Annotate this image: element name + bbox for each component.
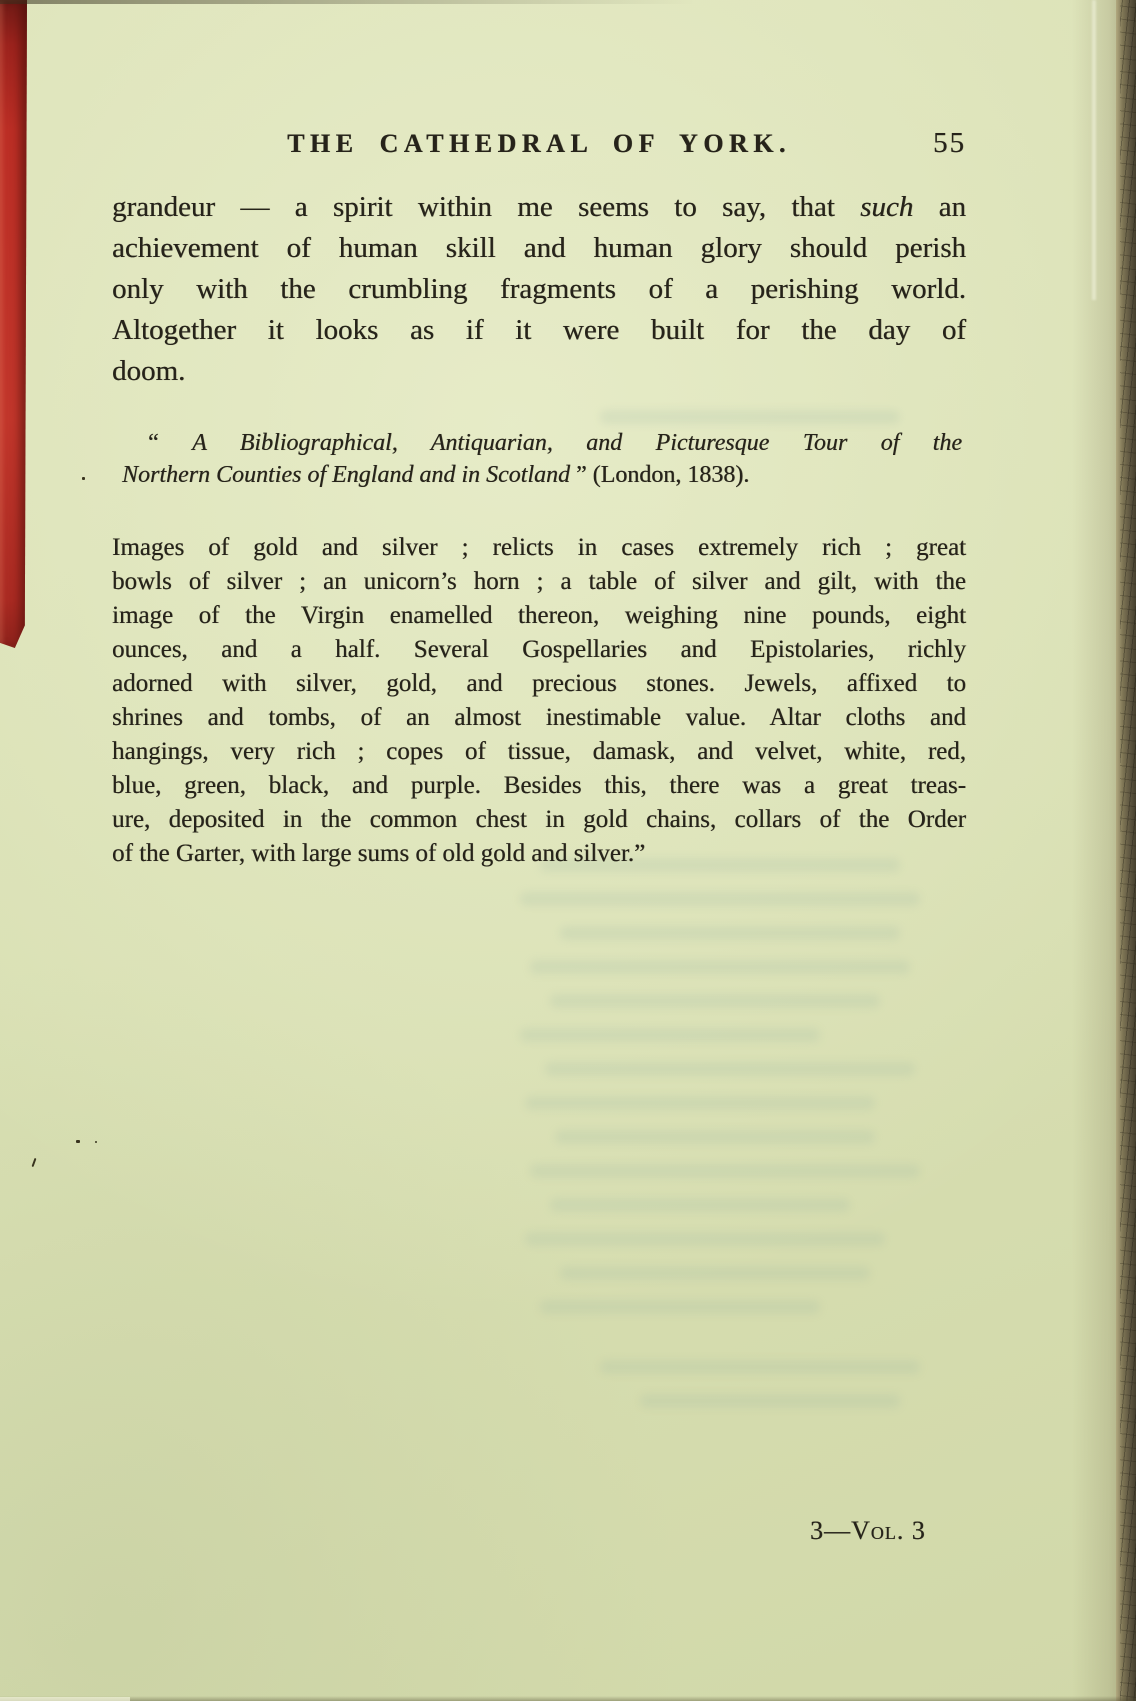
text-line: ure, deposited in the common chest in gold chains, collars of the Order (112, 806, 966, 833)
page-edge-highlight (1092, 0, 1096, 300)
show-through-mark (520, 1028, 820, 1042)
volume-signature (810, 1516, 926, 1546)
scan-top-shadow (0, 0, 790, 4)
page-number: 55 (933, 127, 966, 159)
paragraph-inventory (112, 531, 966, 871)
text-line: only with the crumbling fragments of a perishing world. (112, 273, 966, 305)
publication-info: (London, 1838). (592, 462, 750, 488)
text-line: Altogether it looks as if it were built for the day of (112, 314, 966, 346)
show-through-mark (520, 892, 920, 906)
text-line: Images of gold and silver ; relicts in cases extremely rich ; great (112, 534, 966, 561)
citation-title-segment: Northern Counties of England and in Scotland (122, 462, 570, 488)
page-edge-speckle (1120, 0, 1136, 1701)
open-quote: “ (148, 430, 193, 456)
text-line: of the Garter, with large sums of old gold and silver.” (112, 840, 646, 867)
ink-speck (32, 1158, 37, 1167)
close-quote: ” (570, 462, 593, 488)
show-through-mark (525, 1232, 885, 1246)
scan-bottom-shadow (0, 1696, 1136, 1701)
book-spine-red-edge (0, 0, 27, 648)
running-header (112, 127, 966, 163)
show-through-mark (540, 1300, 820, 1314)
ink-speck (82, 477, 85, 480)
text-line (112, 187, 966, 228)
italic-word: such (860, 191, 914, 223)
text-segment: grandeur — a spirit within me seems to say, that (112, 191, 861, 223)
show-through-mark (600, 410, 900, 424)
scan-bottom-sliver (0, 1697, 130, 1701)
text-line: image of the Virgin enamelled thereon, weighing nine pounds, eight (112, 602, 966, 629)
show-through-mark (560, 926, 900, 940)
text-line: hangings, very rich ; copes of tissue, damask, and velvet, white, red, (112, 738, 966, 765)
ink-speck (95, 1141, 97, 1143)
text-line: blue, green, black, and purple. Besides this, there was a great treas- (112, 772, 966, 799)
running-header-title: THE CATHEDRAL OF YORK. (287, 129, 791, 158)
citation-source (122, 427, 962, 491)
show-through-mark (555, 1130, 875, 1144)
citation-line (122, 459, 962, 491)
show-through-mark (550, 1198, 850, 1212)
show-through-mark (530, 960, 910, 974)
show-through-mark (550, 994, 880, 1008)
paragraph-grandeur (112, 187, 966, 392)
show-through-mark (600, 1360, 920, 1374)
signature-text: 3—Vol. 3 (810, 1516, 926, 1545)
text-line: shrines and tombs, of an almost inestimable value. Altar cloths and (112, 704, 966, 731)
show-through-mark (530, 1164, 920, 1178)
show-through-mark (640, 1394, 900, 1408)
text-line: ounces, and a half. Several Gospellaries and Epistolaries, richly (112, 636, 966, 663)
text-line: achievement of human skill and human glory should perish (112, 232, 966, 264)
ink-speck (76, 1140, 80, 1143)
text-line: adorned with silver, gold, and precious stones. Jewels, affixed to (112, 670, 966, 697)
text-line: doom. (112, 355, 186, 387)
citation-line (122, 427, 962, 459)
text-line: bowls of silver ; an unicorn’s horn ; a table of silver and gilt, with the (112, 568, 966, 595)
citation-title-segment: A Bibliographical, Antiquarian, and Picturesque Tour of the (192, 430, 962, 456)
text-segment: an (913, 191, 966, 223)
show-through-mark (525, 1096, 875, 1110)
show-through-mark (545, 1062, 915, 1076)
show-through-mark (560, 1266, 870, 1280)
